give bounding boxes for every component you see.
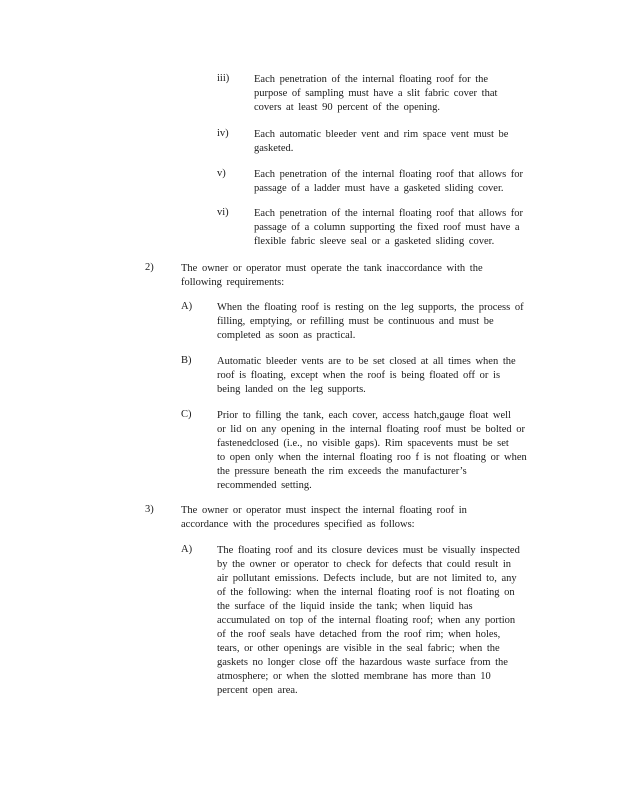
item-number: A) [181, 301, 193, 312]
item-text-line: accumulated on top of the internal floating roof; when any portion [217, 615, 516, 626]
item-text-line: recommended setting. [217, 480, 312, 491]
item-text-line: Prior to filling the tank, each cover, access hatch,gauge float well [217, 410, 511, 421]
item-text-line: Each penetration of the internal floating roof that allows for [254, 208, 524, 219]
item-text-line: being landed on the leg supports. [217, 384, 366, 395]
item-text-line: passage of a ladder must have a gasketed sliding cover. [254, 183, 504, 194]
item-number: 2) [145, 262, 154, 273]
item-text-line: the surface of the liquid inside the tank; when liquid has [217, 601, 473, 612]
item-text-line: passage of a column supporting the fixed roof must have a [254, 222, 520, 233]
item-text-line: filling, emptying, or refilling must be continuous and must be [217, 316, 494, 327]
item-text-line: following requirements: [181, 277, 285, 288]
item-number: iv) [217, 128, 229, 139]
item-number: B) [181, 355, 192, 366]
item-text-line: tears, or other openings are visible in the seal fabric; when the [217, 643, 500, 654]
item-text-line: gaskets no longer close off the hazardous waste surface from the [217, 657, 508, 668]
item-text-line: percent open area. [217, 685, 298, 696]
item-text-line: accordance with the procedures specified as follows: [181, 519, 415, 530]
item-text-line: Automatic bleeder vents are to be set closed at all times when the [217, 356, 516, 367]
item-number: 3) [145, 504, 154, 515]
item-text-line: of the following: when the internal floating roof is not floating on [217, 587, 515, 598]
item-text-line: Each penetration of the internal floating roof that allows for [254, 169, 524, 180]
item-text-line: covers at least 90 percent of the opening. [254, 102, 441, 113]
item-text-line: Each penetration of the internal floating roof for the [254, 74, 489, 85]
item-number: C) [181, 409, 192, 420]
item-text-line: roof is floating, except when the roof is being floated off or is [217, 370, 501, 381]
item-text-line: the pressure beneath the rim exceeds the manufacturer’s [217, 466, 467, 477]
item-text-line: air pollutant emissions. Defects include, but are not limited to, any [217, 573, 517, 584]
item-text-line: The floating roof and its closure devices must be visually inspected [217, 545, 520, 556]
item-text-line: When the floating roof is resting on the leg supports, the process of [217, 302, 524, 313]
item-text-line: by the owner or operator to check for defects that could result in [217, 559, 511, 570]
item-text-line: flexible fabric sleeve seal or a gasketed sliding cover. [254, 236, 495, 247]
item-text-line: The owner or operator must operate the tank inaccordance with the [181, 263, 483, 274]
item-text-line: or lid on any opening in the internal floating roof must be bolted or [217, 424, 525, 435]
item-number: A) [181, 544, 193, 555]
item-text-line: gasketed. [254, 143, 294, 154]
item-number: v) [217, 168, 226, 179]
item-text-line: purpose of sampling must have a slit fabric cover that [254, 88, 498, 99]
item-text-line: The owner or operator must inspect the internal floating roof in [181, 505, 467, 516]
item-text-line: Each automatic bleeder vent and rim space vent must be [254, 129, 509, 140]
item-text-line: completed as soon as practical. [217, 330, 356, 341]
item-text-line: atmosphere; or when the slotted membrane has more than 10 [217, 671, 491, 682]
item-text-line: fastenedclosed (i.e., no visible gaps). Rim spacevents must be set [217, 438, 509, 449]
item-number: iii) [217, 73, 230, 84]
item-number: vi) [217, 207, 229, 218]
item-text-line: of the roof seals have detached from the roof rim; when holes, [217, 629, 501, 640]
item-text-line: to open only when the internal floating roo f is not floating or when [217, 452, 527, 463]
